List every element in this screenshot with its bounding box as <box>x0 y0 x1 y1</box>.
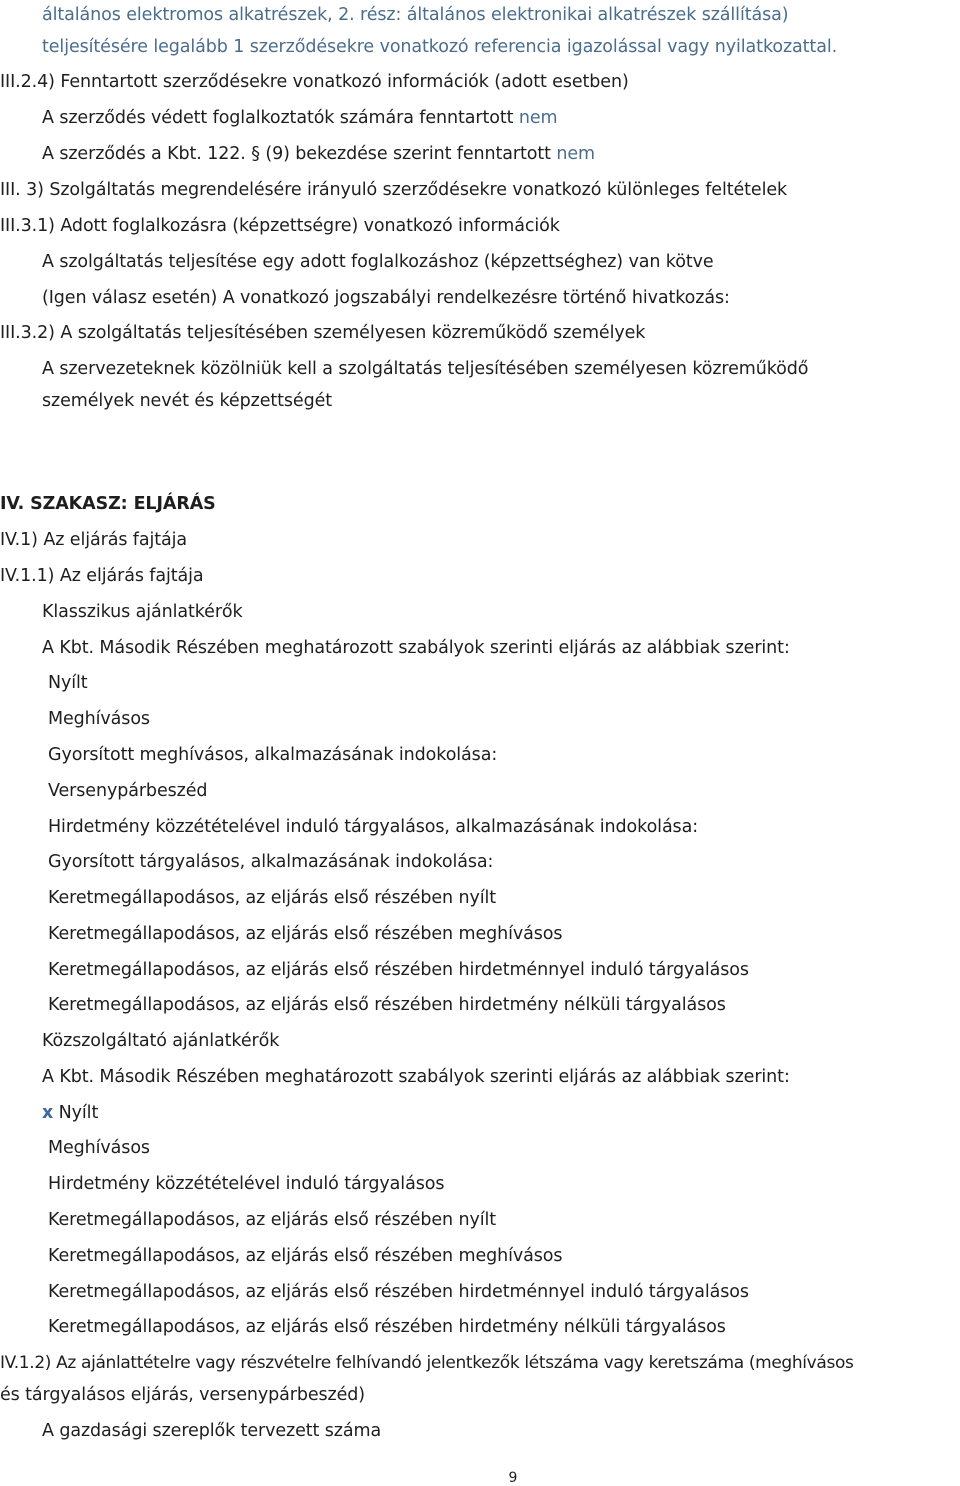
classic-option: Versenypárbeszéd <box>48 781 208 801</box>
section-4-1-heading: IV.1) Az eljárás fajtája <box>0 530 188 550</box>
utility-contracting-title: Közszolgáltató ajánlatkérők <box>42 1031 280 1051</box>
classic-option: Nyílt <box>48 673 88 693</box>
reserved-kbt-value: nem <box>556 144 595 164</box>
classic-option: Keretmegállapodásos, az eljárás első részében nyílt <box>48 888 497 908</box>
selected-mark: x <box>42 1103 54 1123</box>
classic-option: Meghívásos <box>48 709 150 729</box>
section-4-title: IV. SZAKASZ: ELJÁRÁS <box>0 494 216 514</box>
page-number: 9 <box>508 1470 518 1486</box>
classic-option: Keretmegállapodásos, az eljárás első részében meghívásos <box>48 924 563 944</box>
section-3-3-2-heading: III.3.2) A szolgáltatás teljesítésében személyesen közreműködő személyek <box>0 323 646 343</box>
profession-statement: A szolgáltatás teljesítése egy adott foglalkozáshoz (képzettséghez) van kötve <box>42 252 714 272</box>
section-3-3-1-heading: III.3.1) Adott foglalkozásra (képzettségre) vonatkozó információk <box>0 216 560 236</box>
section-3-3-heading: III. 3) Szolgáltatás megrendelésére irányuló szerződésekre vonatkozó különleges feltételek <box>0 180 788 200</box>
reserved-sheltered-label: A szerződés védett foglalkoztatók számára fenntartott <box>42 108 514 128</box>
reserved-kbt-row <box>42 143 595 165</box>
section-4-1-1-heading: IV.1.1) Az eljárás fajtája <box>0 566 204 586</box>
reserved-sheltered-row <box>42 107 557 129</box>
continuation-line-1: általános elektromos alkatrészek, 2. rész: általános elektronikai alkatrészek szállítása) <box>42 5 789 25</box>
reserved-sheltered-value: nem <box>518 108 558 128</box>
classic-option: Gyorsított tárgyalásos, alkalmazásának indokolása: <box>48 852 494 872</box>
continuation-line-2: teljesítésére legalább 1 szerződésekre vonatkozó referencia igazolással vagy nyilatkozattal. <box>42 37 838 57</box>
classic-intro: A Kbt. Második Részében meghatározott szabályok szerinti eljárás az alábbiak szerint: <box>42 638 790 658</box>
utility-option: Meghívásos <box>48 1138 150 1158</box>
utility-option: Keretmegállapodásos, az eljárás első részében meghívásos <box>48 1246 563 1266</box>
utility-intro: A Kbt. Második Részében meghatározott szabályok szerinti eljárás az alábbiak szerint: <box>42 1067 790 1087</box>
section-3-2-4-heading: III.2.4) Fenntartott szerződésekre vonatkozó információk (adott esetben) <box>0 72 629 92</box>
classic-option: Keretmegállapodásos, az eljárás első részében hirdetménnyel induló tárgyalásos <box>48 960 749 980</box>
classic-option: Gyorsított meghívásos, alkalmazásának indokolása: <box>48 745 498 765</box>
staff-statement-line-1: A szervezeteknek közölniük kell a szolgáltatás teljesítésében személyesen közreműködő <box>42 359 809 379</box>
classic-contracting-title: Klasszikus ajánlatkérők <box>42 602 243 622</box>
legal-reference-statement: (Igen válasz esetén) A vonatkozó jogszabályi rendelkezésre történő hivatkozás: <box>42 288 730 308</box>
utility-option-selected <box>42 1102 98 1124</box>
utility-option: Keretmegállapodásos, az eljárás első részében hirdetménnyel induló tárgyalásos <box>48 1282 749 1302</box>
utility-option: Hirdetmény közzétételével induló tárgyalásos <box>48 1174 445 1194</box>
section-4-1-2-heading-line-1: IV.1.2) Az ajánlattételre vagy részvételre felhívandó jelentkezők létszáma vagy keretszáma (meghívásos <box>0 1353 854 1373</box>
utility-option: Keretmegállapodásos, az eljárás első részében nyílt <box>48 1210 497 1230</box>
utility-option-label: Nyílt <box>58 1103 99 1123</box>
planned-operators-label: A gazdasági szereplők tervezett száma <box>42 1421 382 1441</box>
utility-option: Keretmegállapodásos, az eljárás első részében hirdetmény nélküli tárgyalásos <box>48 1317 726 1337</box>
staff-statement-line-2: személyek nevét és képzettségét <box>42 391 332 411</box>
classic-option: Hirdetmény közzétételével induló tárgyalásos, alkalmazásának indokolása: <box>48 817 698 837</box>
section-4-1-2-heading-line-2: és tárgyalásos eljárás, versenypárbeszéd) <box>0 1385 366 1405</box>
reserved-kbt-label: A szerződés a Kbt. 122. § (9) bekezdése szerint fenntartott <box>42 144 551 164</box>
classic-option: Keretmegállapodásos, az eljárás első részében hirdetmény nélküli tárgyalásos <box>48 995 726 1015</box>
